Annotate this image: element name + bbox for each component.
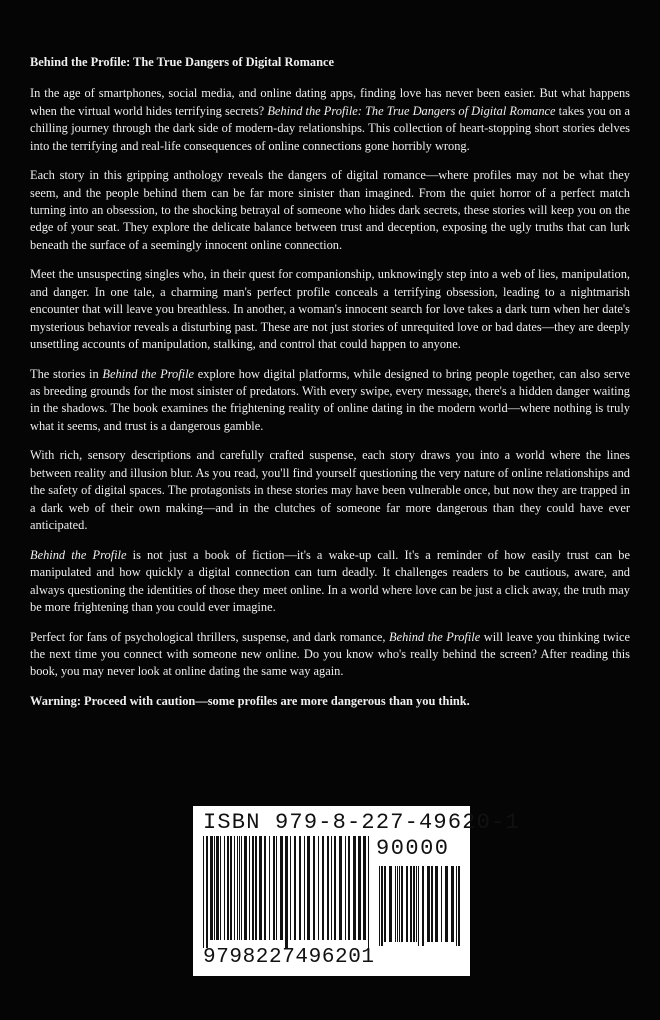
barcode-bar [368,836,369,948]
blurb-paragraph-2: Each story in this gripping anthology reveals the dangers of digital romance—where profiles may not be what they seem, and the people behind them can be far more sinister than imagined. From the quiet horror of a perfect match turning into an obsession, to the shocking betrayal of someone who hides dark secrets, these stories will keep you on the edge of your seat. They explore the delicate balance between trust and deception, exposing the ugly truths that can lurk beneath the surface of a seemingly innocent online connection. [30,168,630,252]
barcode-bar [413,866,415,942]
blurb-paragraph-7: Perfect for fans of psychological thrillers, suspense, and dark romance, Behind the Profile will leave you thinking twice the next time you connect with someone new online. Do you know who's really behind the screen? After reading this book, you may never look at online dating the same way again. [30,629,630,679]
barcode-bar [389,866,392,942]
isbn-label: ISBN 979-8-227-49620-1 [203,810,520,835]
barcode-bar [339,836,342,940]
blurb-title: Behind the Profile: The True Dangers of Digital Romance [30,55,335,69]
barcode-bar [220,836,221,940]
addon-bars [377,866,463,946]
barcode-bar [379,866,380,946]
blurb-paragraph-1: In the age of smartphones, social media, and online dating apps, finding love has never been easier. But what happens when the virtual world hides terrifying secrets? Behind the Profile: The True Dangers of Digital Romance takes you on a chilling journey through the dark side of modern-day relationships. This collection of heart-stopping short stories delves into the terrifying and real-life consequences of online connections gone horribly wrong. [30,86,630,153]
price-code: 90000 [376,836,450,861]
barcode-bar [244,836,247,940]
barcode-bar [273,836,275,940]
barcode-bar [441,866,442,942]
barcode-bar [276,836,277,940]
barcode-bar [299,836,301,940]
barcode-digits: 9798227496201 [203,946,375,969]
barcode-bar [227,836,229,940]
barcode-bar [327,836,329,940]
barcode-bar [451,866,454,942]
isbn-barcode [193,806,520,976]
barcode-bar [307,836,310,940]
barcode-bar [239,836,240,940]
barcode-bar [255,836,257,940]
barcode-bar [353,836,356,940]
warning-line: Warning: Proceed with caution—some profiles are more dangerous than you think. [30,693,470,708]
barcode-bar [203,836,204,948]
barcode-bar [431,866,433,942]
barcode-bar [445,866,448,942]
barcode-bar [252,836,254,940]
barcode-bar [406,866,408,942]
barcode-bar [401,866,403,942]
barcode-bar [280,836,283,940]
barcode-bar [427,866,430,942]
barcode-bar [224,836,225,940]
barcode-bar [345,836,346,940]
barcode-bar [384,866,386,942]
barcode-bar [285,836,288,948]
blurb-paragraph-3: Meet the unsuspecting singles who, in their quest for companionship, unknowingly step into a web of lies, manipulation, and danger. In one tale, a charming man's perfect profile conceals a terrifying obsession, leading to a nightmarish encounter that will leave you breathless. In another, a woman's innocent search for love takes a dark turn when her date's mysterious behavior reveals a disturbing past. These are not just stories of unrequited love or bad dates—they are deeply unsettling accounts of manipulation, stalking, and control that could happen to anyone. [30,267,630,352]
barcode-bar [363,836,366,940]
barcode-bar [237,836,238,940]
barcode-bar [259,836,262,940]
ean13-bars [201,836,373,948]
blurb-paragraph-4: The stories in Behind the Profile explore how digital platforms, while designed to bring people together, can also serve as breeding grounds for the most sinister of predators. With every swipe, every message, there's a hidden danger waiting in the shadows. The book examines the frightening reality of online dating in the modern world—where nothing is truly what it seems, and trust is a dangerous gamble. [30,366,630,433]
barcode-bar [418,866,419,946]
barcode-bar [318,836,319,940]
blurb [30,54,630,723]
barcode-bar [234,836,235,940]
barcode-bar [294,836,296,940]
barcode-bar [422,866,424,946]
barcode-bar [399,866,400,942]
barcode-bar [416,866,417,942]
barcode-bar [313,836,315,940]
barcode-bar [304,836,305,940]
barcode-bar [435,866,438,942]
barcode-bar [214,836,215,940]
barcode-bar [456,866,457,946]
blurb-paragraph-5: With rich, sensory descriptions and carefully crafted suspense, each story draws you into a world where the lines between reality and illusion blur. As you read, you'll find yourself questioning the very nature of online relationships and the safety of digital spaces. The protagonists in these stories may have been vulnerable once, but now they are trapped in a dark web of their own making—and in the clutches of someone far more dangerous than they could have ever anticipated. [30,448,630,533]
barcode-bar [264,836,266,940]
barcode-bar [322,836,324,940]
barcode-bar [241,836,242,940]
barcode-bar [230,836,232,940]
barcode-bar [397,866,398,942]
barcode-bar [395,866,396,942]
barcode-bar [216,836,219,940]
barcode-bar [358,836,361,940]
barcode-bar [290,836,291,940]
barcode-bar [334,836,336,940]
barcode-bar [348,836,350,940]
barcode-bar [410,866,412,942]
barcode-bar [249,836,250,940]
barcode-bar [206,836,208,948]
barcode-bar [331,836,332,940]
blurb-paragraph-6: Behind the Profile is not just a book of fiction—it's a wake-up call. It's a reminder of how easily trust can be manipulated and how quickly a digital connection can turn deadly. It challenges readers to be cautious, aware, and always questioning the identities of those they meet online. In a world where love can be just a click away, the truth may be more frightening than you could ever imagine. [30,547,630,614]
barcode-bar [381,866,383,946]
barcode-bar [458,866,460,946]
barcode-bar [210,836,213,940]
barcode-bar [269,836,270,940]
